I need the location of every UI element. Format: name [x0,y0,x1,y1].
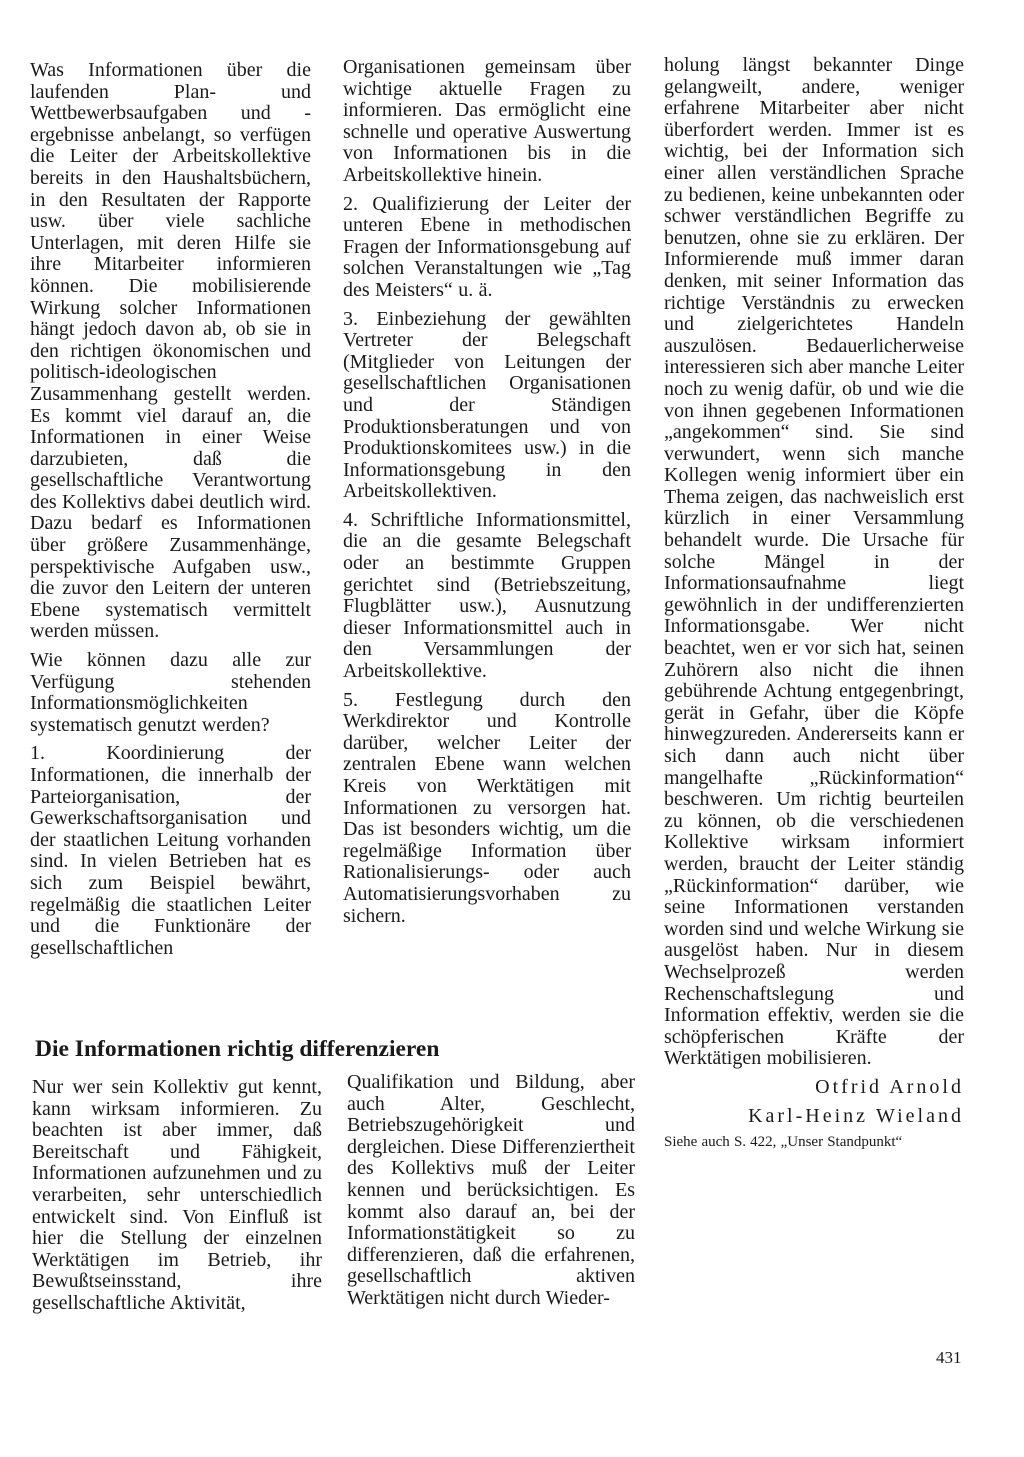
paragraph: 1. Koordinierung der Informationen, die innerhalb der Parteiorganisation, der Gewerkschaftsorganisation und der staatlichen Leitung vorhanden sind. In vielen Betrieben hat es sich zum Beispiel bewährt, regelmäßig die staatlichen Leiter und die Funktionäre der gesellschaftlichen [30,742,311,959]
section-column-1 [32,1077,322,1322]
paragraph: 5. Festlegung durch den Werkdirektor und Kontrolle darüber, welcher Leiter der zentralen Ebene wann welchen Kreis von Werktätigen mit Informationen zu versorgen hat. Das ist besonders wichtig, um die regelmäßige Information über Rationalisierungs- oder auch Automatisierungsvorhaben zu sichern. [343,688,631,927]
column-3 [664,55,964,1158]
paragraph: Wie können dazu alle zur Verfügung stehenden Informationsmöglichkeiten systematisch genutzt werden? [30,649,311,736]
section-column-2 [347,1072,635,1317]
paragraph: Nur wer sein Kollektiv gut kennt, kann wirksam informieren. Zu beachten ist aber immer, daß Bereitschaft und Fähigkeit, Informationen aufzunehmen und zu verarbeiten, sehr unterschiedlich entwickelt sind. Von Einfluß ist hier die Stellung der einzelnen Werktätigen im Betrieb, ihr Bewußtseinsstand, ihre gesellschaftliche Aktivität, [32,1076,322,1314]
column-1 [30,60,311,966]
paragraph: 2. Qualifizierung der Leiter der unteren Ebene in methodischen Fragen der Informationsgebung auf solchen Veranstaltungen wie „Tag des Meisters“ u. ä. [343,192,631,301]
cross-reference: Siehe auch S. 422, „Unser Standpunkt“ [664,1134,903,1151]
author-name: Karl-Heinz Wieland [748,1104,964,1127]
section-heading: Die Informationen richtig differenzieren [35,1036,440,1062]
paragraph: Was Informationen über die laufenden Plan- und Wettbewerbsaufgaben und -ergebnisse anbelangt, so verfügen die Leiter der Arbeitskollektive bereits in den Haushaltsbüchern, in den Resultaten der Rapporte usw. über viele sachliche Unterlagen, mit deren Hilfe sie ihre Mitarbeiter informieren können. Die mobilisierende Wirkung solcher Informationen hängt jedoch davon ab, ob sie in den richtigen ökonomischen und politisch-ideologischen Zusammenhang gestellt werden. Es kommt viel darauf an, die Informationen in einer Weise darzubieten, daß die gesellschaftliche Verantwortung des Kollektivs dabei deutlich wird. Dazu bedarf es Informationen über größere Zusammenhänge, perspektivische Aufgaben usw., die zuvor den Leitern der unteren Ebene systematisch vermittelt werden müssen. [30,59,311,643]
paragraph: holung längst bekannter Dinge gelangweilt, andere, weniger erfahrene Mitarbeiter aber nicht überfordert werden. Immer ist es wichtig, bei der Information sich einer allen verständlichen Sprache zu bedienen, keine unbekannten oder schwer verständlichen Begriffe zu benutzen, ohne sie zu erklären. Der Informierende muß immer daran denken, mit seiner Information das richtige Verständnis zu erwecken und zielgerichtetes Handeln auszulösen. Bedauerlicherweise interessieren sich aber manche Leiter noch zu wenig dafür, ob und wie die von ihnen gegebenen Informationen „angekommen“ sind. Sie sind verwundert, wenn sich manche Kollegen wenig informiert über ein Thema zeigen, das nachweislich erst kürzlich in einer Versammlung behandelt wurde. Die Ursache für solche Mängel in der Informationsaufnahme liegt gewöhnlich in der undifferenzierten Informationsgabe. Wer nicht beachtet, wen er vor sich hat, seinen Zuhörern also nicht die ihnen gebührende Achtung entgegenbringt, gerät in Gefahr, über die Köpfe hinwegzureden. Andererseits kann er sich dann auch nicht über mangelhafte „Rückinformation“ beschweren. Um richtig beurteilen zu können, ob die verschiedenen Kollektive wirksam informiert werden, braucht der Leiter ständig „Rückinformation“ darüber, wie seine Informationen verstanden worden sind und welche Wirkung sie ausgelöst haben. Nur in diesem Wechselprozeß werden Rechenschaftslegung und Information effektiv, werden sie die schöpferischen Kräfte der Werktätigen mobilisieren. [664,54,964,1070]
author-name: Otfrid Arnold [815,1075,964,1098]
page-number: 431 [936,1348,962,1367]
paragraph: 3. Einbeziehung der gewählten Vertreter der Belegschaft (Mitglieder von Leitungen der gesellschaftlichen Organisationen und der Ständigen Produktionsberatungen und von Produktionskomitees usw.) in die Informationsgebung in den Arbeitskollektiven. [343,307,631,503]
paragraph: 4. Schriftliche Informationsmittel, die an die gesamte Belegschaft oder an bestimmte Gruppen gerichtet sind (Betriebszeitung, Flugblätter usw.), Ausnutzung dieser Informationsmittel auch in den Versammlungen der Arbeitskollektive. [343,508,631,683]
column-2 [343,57,631,934]
paragraph: Qualifikation und Bildung, aber auch Alter, Geschlecht, Betriebszugehörigkeit und dergleichen. Diese Differenziertheit des Kollektivs muß der Leiter kennen und berücksichtigen. Es kommt also darauf an, bei der Informationstätigkeit so zu differenzieren, daß die erfahrenen, gesellschaftlich aktiven Werktätigen nicht durch Wieder- [347,1071,635,1309]
paragraph: Organisationen gemeinsam über wichtige aktuelle Fragen zu informieren. Das ermöglicht eine schnelle und operative Auswertung von Informationen bis in die Arbeitskollektive hinein. [343,56,631,186]
